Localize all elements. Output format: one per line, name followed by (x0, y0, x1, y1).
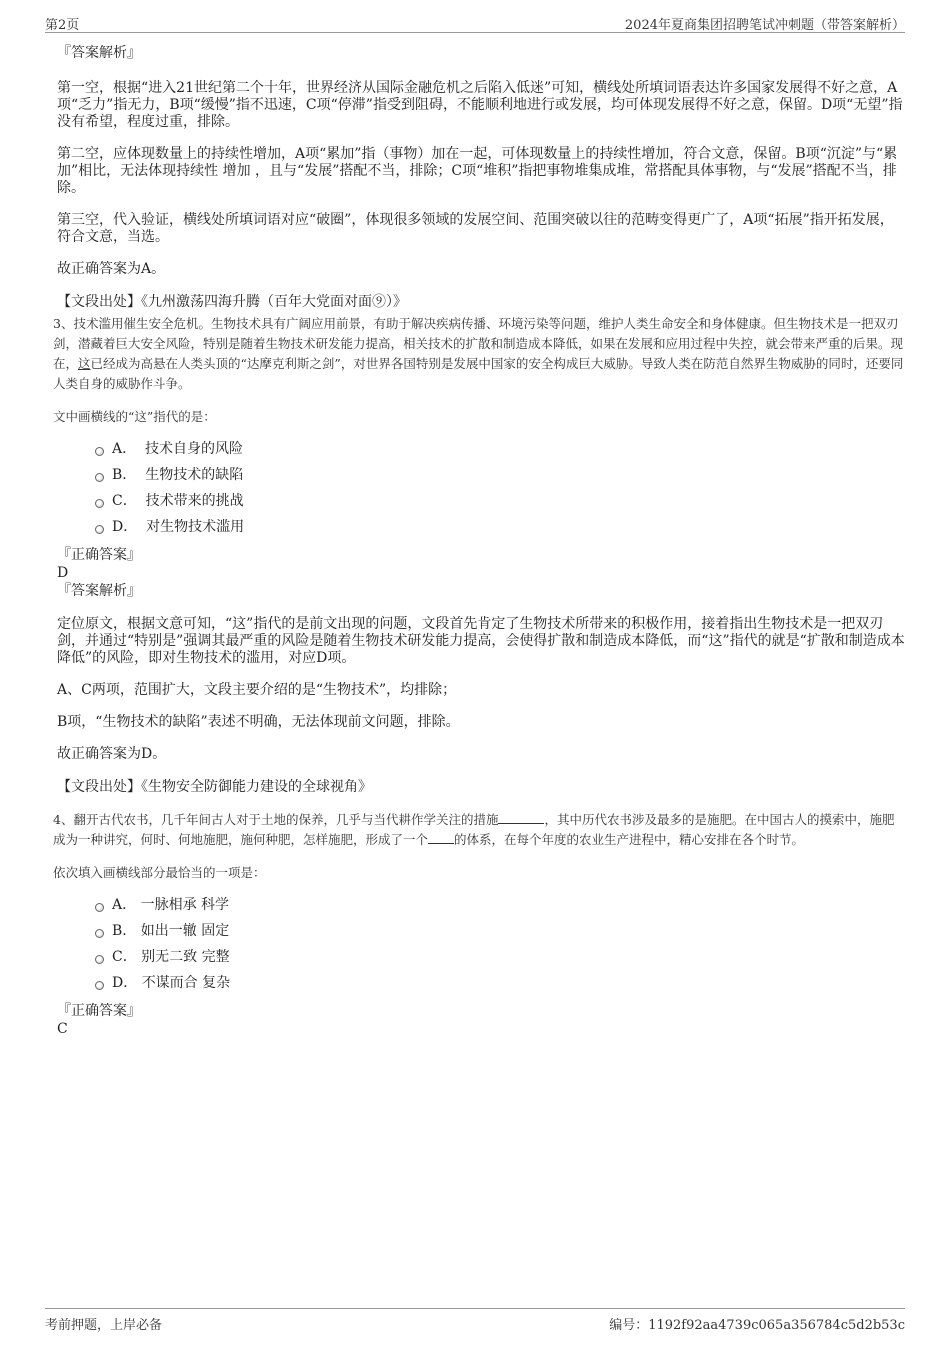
q3-analysis-label: 『答案解析』 (57, 583, 141, 599)
fill-blank-1 (498, 810, 544, 824)
q2-analysis-para-1: 第一空，根据“进入21世纪第二个十年，世界经济从国际金融危机之后陷入低迷”可知，横线处所填词语表达许多国家发展得不好之意，A项“乏力”指无力，B项“缓慢”指不迅速，C项“停滞”指受到阻碍，不能顺利地进行或发展，均可体现发展得不好之意，保留。D项“无望”指没有希望，程度过重，排除。 (57, 80, 903, 130)
q3-question-text: 3、技术滥用催生安全危机。生物技术具有广阔应用前景，有助于解决疾病传播、环境污染等问题，维护人类生命安全和身体健康。但生物技术是一把双刃剑，潜藏着巨大安全风险，特别是随着生物技术研发能力提高，相关技术的扩散和制造成本降低，如果在发展和应用过程中失控，就会带来严重的后果。现在，这已经成为高悬在人类头顶的“达摩克利斯之剑”，对世界各国特别是发展中国家的安全构成巨大威胁。导致人类在防范自然界生物威胁的同时，还要同人类自身的威胁作斗争。 (53, 316, 904, 391)
q4-option-d[interactable]: D． 不谋而合 复杂 (95, 970, 905, 996)
page-header (45, 12, 905, 33)
q4-correct-label: 『正确答案』 (57, 1003, 141, 1019)
q4-options (57, 892, 905, 996)
q3-source: 【文段出处】《生物安全防御能力建设的全球视角》 (57, 779, 372, 795)
q4-prompt: 依次填入画横线部分最恰当的一项是： (53, 865, 266, 880)
q4-correct-answer: C (57, 1021, 68, 1037)
radio-icon[interactable] (95, 929, 104, 938)
q4-option-a[interactable]: A． 一脉相承 科学 (95, 892, 905, 918)
radio-icon[interactable] (95, 981, 104, 990)
page-content (53, 44, 905, 1038)
radio-icon[interactable] (95, 473, 104, 482)
fill-blank-2 (428, 830, 454, 844)
q3-option-c[interactable]: C． 技术带来的挑战 (95, 488, 905, 514)
q4-question-text: 4、翻开古代农书，几千年间古人对于土地的保养，几乎与当代耕作学关注的措施 ，其中历代农书涉及最多的是施肥。在中国古人的摸索中，施肥成为一种讲究，何时、何地施肥，施何种肥，怎样施肥，形成了一个 的体系，在每个年度的农业生产进程中，精心安排在各个时节。 (53, 812, 895, 847)
q4-option-b[interactable]: B． 如出一辙 固定 (95, 918, 905, 944)
radio-icon[interactable] (95, 903, 104, 912)
page-number: 第2页 (45, 18, 80, 33)
q3-correct-answer: D (57, 565, 69, 581)
radio-icon[interactable] (95, 447, 104, 456)
page-footer (45, 1308, 905, 1331)
q4-option-c[interactable]: C． 别无二致 完整 (95, 944, 905, 970)
q2-conclusion: 故正确答案为A。 (57, 261, 166, 277)
radio-icon[interactable] (95, 525, 104, 534)
q2-analysis-para-2: 第二空，应体现数量上的持续性增加，A项“累加”指（事物）加在一起，可体现数量上的持续性增加，符合文意，保留。B项“沉淀”与“累加”相比，无法体现持续性 增加 ，且与“发展”搭配不当，排除；C项“堆积”指把事物堆集成堆，常搭配具体事物，与“发展”搭配不当，排除。 (57, 146, 898, 196)
radio-icon[interactable] (95, 955, 104, 964)
radio-icon[interactable] (95, 499, 104, 508)
q2-analysis-label: 『答案解析』 (57, 45, 141, 61)
q3-option-d[interactable]: D． 对生物技术滥用 (95, 514, 905, 540)
q3-analysis-para-3: B项，“生物技术的缺陷”表述不明确，无法体现前文问题，排除。 (57, 714, 460, 730)
q2-analysis-para-3: 第三空，代入验证，横线处所填词语对应“破圈”，体现很多领域的发展空间、范围突破以往的范畴变得更广了，A项“拓展”指开拓发展，符合文意，当选。 (57, 212, 894, 245)
q3-options (57, 436, 905, 540)
document-id: 编号：1192f92aa4739c065a356784c5d2b53c (609, 1318, 905, 1333)
document-title: 2024年夏商集团招聘笔试冲刺题（带答案解析） (624, 18, 905, 33)
q3-analysis-para-2: A、C两项，范围扩大，文段主要介绍的是“生物技术”，均排除； (57, 682, 457, 698)
q3-option-a[interactable]: A． 技术自身的风险 (95, 436, 905, 462)
q3-conclusion: 故正确答案为D。 (57, 746, 167, 762)
q3-prompt: 文中画横线的“这”指代的是： (53, 409, 216, 424)
q3-analysis-para-1: 定位原文，根据文意可知，“这”指代的是前文出现的问题，文段首先肯定了生物技术所带来的积极作用，接着指出生物技术是一把双刃剑，并通过“特别是”强调其最严重的风险是随着生物技术研发能力提高，会使得扩散和制造成本降低，而“这”指代的就是“扩散和制造成本降低”的风险，即对生物技术的滥用，对应D项。 (57, 616, 905, 666)
q3-option-b[interactable]: B． 生物技术的缺陷 (95, 462, 905, 488)
q2-source: 【文段出处】《九州激荡四海升腾（百年大党面对面⑨）》 (57, 294, 407, 310)
q3-underlined-word: 这 (78, 356, 91, 371)
footer-slogan: 考前押题，上岸必备 (45, 1318, 163, 1333)
q3-correct-label: 『正确答案』 (57, 547, 141, 563)
